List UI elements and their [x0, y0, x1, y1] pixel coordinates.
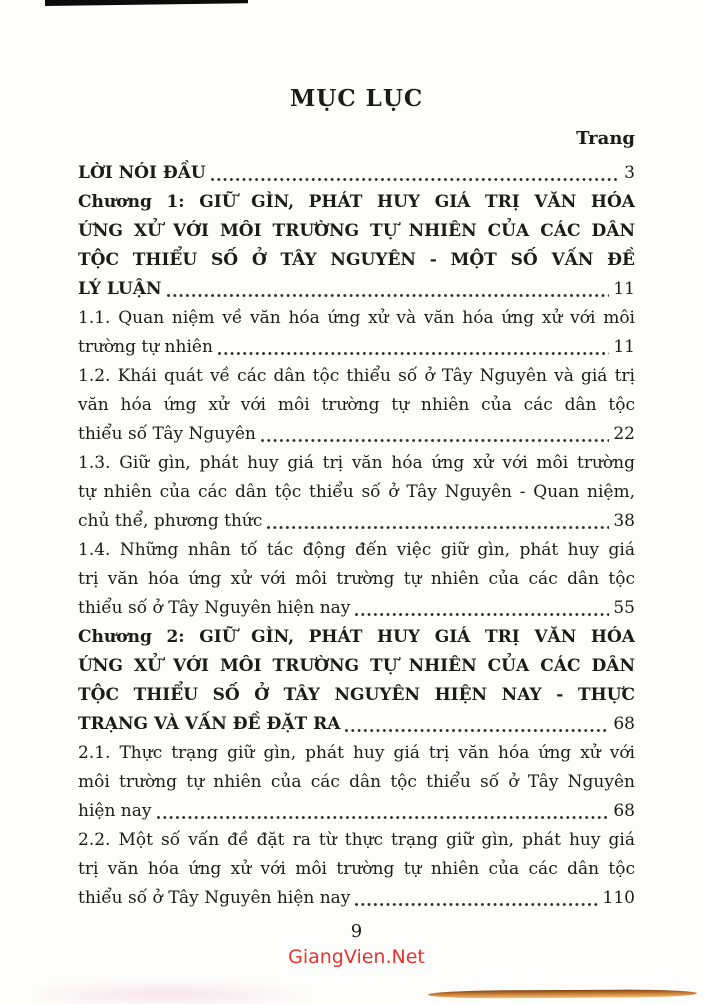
- toc-entry-title: hiện nay: [78, 801, 152, 821]
- page-title: MỤC LỤC: [289, 85, 424, 112]
- toc-line-last: [78, 275, 635, 304]
- toc-line-last: [78, 159, 635, 188]
- toc-entry-muc-1-2: [78, 362, 635, 449]
- toc-page-number: 110: [602, 888, 635, 908]
- toc-line: TỘC THIỂU SỐ Ở TÂY NGUYÊN HIỆN NAY - THỰC: [78, 685, 635, 705]
- toc-entry-title: LỜI NÓI ĐẦU: [78, 163, 206, 183]
- dot-leader: [355, 594, 609, 623]
- dot-leader: [218, 333, 609, 362]
- toc-entry-muc-1-3: [78, 449, 635, 536]
- toc-page-number: 68: [613, 801, 635, 821]
- toc-entry-muc-2-2: [78, 826, 635, 913]
- toc-entry-title: LÝ LUẬN: [78, 279, 162, 299]
- toc-entry-title: thiểu số ở Tây Nguyên hiện nay: [78, 888, 351, 908]
- toc-page: [78, 84, 635, 913]
- toc-line-last: [78, 710, 635, 739]
- toc-entry-chuong-2: [78, 623, 635, 739]
- toc-line: tự nhiên của các dân tộc thiểu số ở Tây Nguyên - Quan niệm,: [78, 482, 635, 502]
- folio-page-number: 9: [350, 921, 363, 942]
- toc-line: Chương 2: GIỮ GÌN, PHÁT HUY GIÁ TRỊ VĂN HÓA: [78, 627, 635, 647]
- toc-line: trị văn hóa ứng xử với môi trường tự nhiên của các dân tộc: [78, 859, 635, 879]
- scan-edge-top: [45, 0, 248, 6]
- dot-leader: [355, 884, 598, 913]
- toc-line: ỨNG XỬ VỚI MÔI TRƯỜNG TỰ NHIÊN CỦA CÁC DÂN: [78, 656, 635, 676]
- dot-leader: [167, 275, 610, 304]
- dot-leader: [157, 797, 610, 826]
- dot-leader: [211, 159, 620, 188]
- toc-line: môi trường tự nhiên của các dân tộc thiểu số ở Tây Nguyên: [78, 772, 635, 792]
- toc-line: 2.1. Thực trạng giữ gìn, phát huy giá trị văn hóa ứng xử với: [78, 743, 635, 763]
- scan-smudge: [38, 980, 323, 1004]
- toc-line-last: [78, 420, 635, 449]
- toc-line-last: [78, 594, 635, 623]
- toc-line: trị văn hóa ứng xử với môi trường tự nhiên của các dân tộc: [78, 569, 635, 589]
- toc-line: 1.2. Khái quát về các dân tộc thiểu số ở Tây Nguyên và giá trị: [78, 366, 635, 386]
- toc-page-number: 11: [613, 337, 635, 357]
- toc-page-number: 38: [613, 511, 635, 531]
- toc-line: TỘC THIỂU SỐ Ở TÂY NGUYÊN - MỘT SỐ VẤN ĐỀ: [78, 250, 635, 270]
- page-column-header: Trang: [576, 128, 635, 149]
- toc-entry-muc-2-1: [78, 739, 635, 826]
- toc-page-number: 3: [624, 163, 635, 183]
- toc-line-last: [78, 797, 635, 826]
- toc-line: 1.4. Những nhân tố tác động đến việc giữ gìn, phát huy giá: [78, 540, 635, 560]
- dot-leader: [267, 507, 609, 536]
- toc-line: 1.1. Quan niệm về văn hóa ứng xử và văn hóa ứng xử với môi: [78, 308, 635, 328]
- toc-page-number: 22: [613, 424, 635, 444]
- toc-page-number: 55: [613, 598, 635, 618]
- toc-entry-chuong-1: [78, 188, 635, 304]
- toc-line: Chương 1: GIỮ GÌN, PHÁT HUY GIÁ TRỊ VĂN HÓA: [78, 192, 635, 212]
- toc-page-number: 68: [613, 714, 635, 734]
- dot-leader: [345, 710, 609, 739]
- scan-page-edge: [428, 989, 697, 998]
- watermark-giangvien: GiangVien.Net: [288, 946, 425, 968]
- toc-entry-title: trường tự nhiên: [78, 337, 213, 357]
- toc-line: văn hóa ứng xử với môi trường tự nhiên của các dân tộc: [78, 395, 635, 415]
- toc-entry-title: thiểu số ở Tây Nguyên hiện nay: [78, 598, 351, 618]
- toc-entry-loi-noi-dau: [78, 159, 635, 188]
- toc-line: ỨNG XỬ VỚI MÔI TRƯỜNG TỰ NHIÊN CỦA CÁC DÂN: [78, 221, 635, 241]
- toc-entry-title: chủ thể, phương thức: [78, 511, 263, 531]
- toc-line: 2.2. Một số vấn đề đặt ra từ thực trạng giữ gìn, phát huy giá: [78, 830, 635, 850]
- toc-page-number: 11: [613, 279, 635, 299]
- toc-line-last: [78, 507, 635, 536]
- toc-line-last: [78, 884, 635, 913]
- dot-leader: [261, 420, 609, 449]
- toc-line-last: [78, 333, 635, 362]
- toc-entry-title: TRẠNG VÀ VẤN ĐỀ ĐẶT RA: [78, 714, 341, 734]
- toc-entry-title: thiểu số Tây Nguyên: [78, 424, 256, 444]
- toc-entry-muc-1-4: [78, 536, 635, 623]
- toc-entry-muc-1-1: [78, 304, 635, 362]
- toc-line: 1.3. Giữ gìn, phát huy giá trị văn hóa ứng xử với môi trường: [78, 453, 635, 473]
- toc-entries: [78, 159, 635, 913]
